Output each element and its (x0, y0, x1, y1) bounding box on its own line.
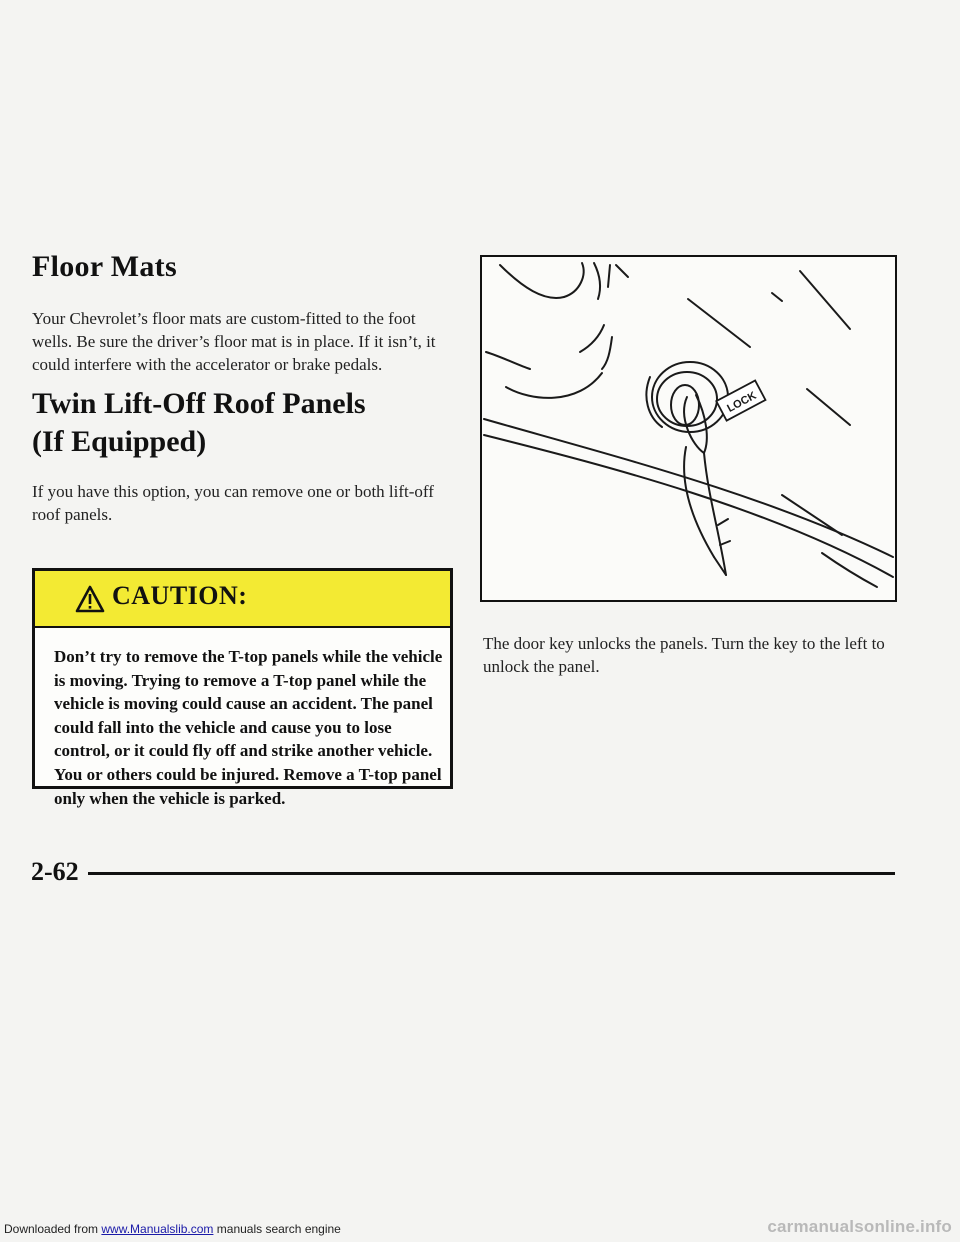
watermark: carmanualsonline.info (767, 1217, 952, 1236)
caution-header (35, 571, 450, 628)
roof-panels-heading-equipped: (If Equipped) (32, 425, 207, 458)
floor-mats-paragraph: Your Chevrolet’s floor mats are custom-fitted to the foot wells. Be sure the driver’s floor mat is in place. If it isn’t, it could interfere with the accelerator or brake pedals. (32, 309, 436, 374)
lock-label: LOCK (725, 389, 759, 415)
caution-text: Don’t try to remove the T-top panels while the vehicle is moving. Trying to remove a T-top panel while the vehicle is moving could cause an accident. The panel could fall into the vehicle and cause you to lose control, or it could fly off and strike another vehicle. You or others could be injured. Remove a T-top panel only when the vehicle is parked. (54, 647, 443, 808)
roof-lock-illustration (480, 255, 897, 602)
roof-panels-heading: Twin Lift-Off Roof Panels (32, 387, 366, 420)
roof-panels-paragraph: If you have this option, you can remove one or both lift-off roof panels. (32, 482, 434, 524)
key-instruction-paragraph: The door key unlocks the panels. Turn the key to the left to unlock the panel. (483, 634, 885, 676)
caution-title: CAUTION: (112, 581, 248, 610)
download-suffix: manuals search engine (213, 1222, 341, 1236)
lock-label-plate (716, 381, 765, 421)
page-number: 2-62 (31, 857, 79, 886)
footer-rule (88, 872, 895, 875)
lock-key-drawing (482, 257, 895, 600)
floor-mats-heading: Floor Mats (32, 250, 177, 283)
caution-box (32, 568, 453, 808)
warning-triangle-icon (75, 585, 105, 613)
manualslib-link[interactable]: www.Manualslib.com (101, 1222, 214, 1236)
download-source-line (4, 1222, 341, 1236)
download-prefix: Downloaded from (4, 1222, 102, 1236)
